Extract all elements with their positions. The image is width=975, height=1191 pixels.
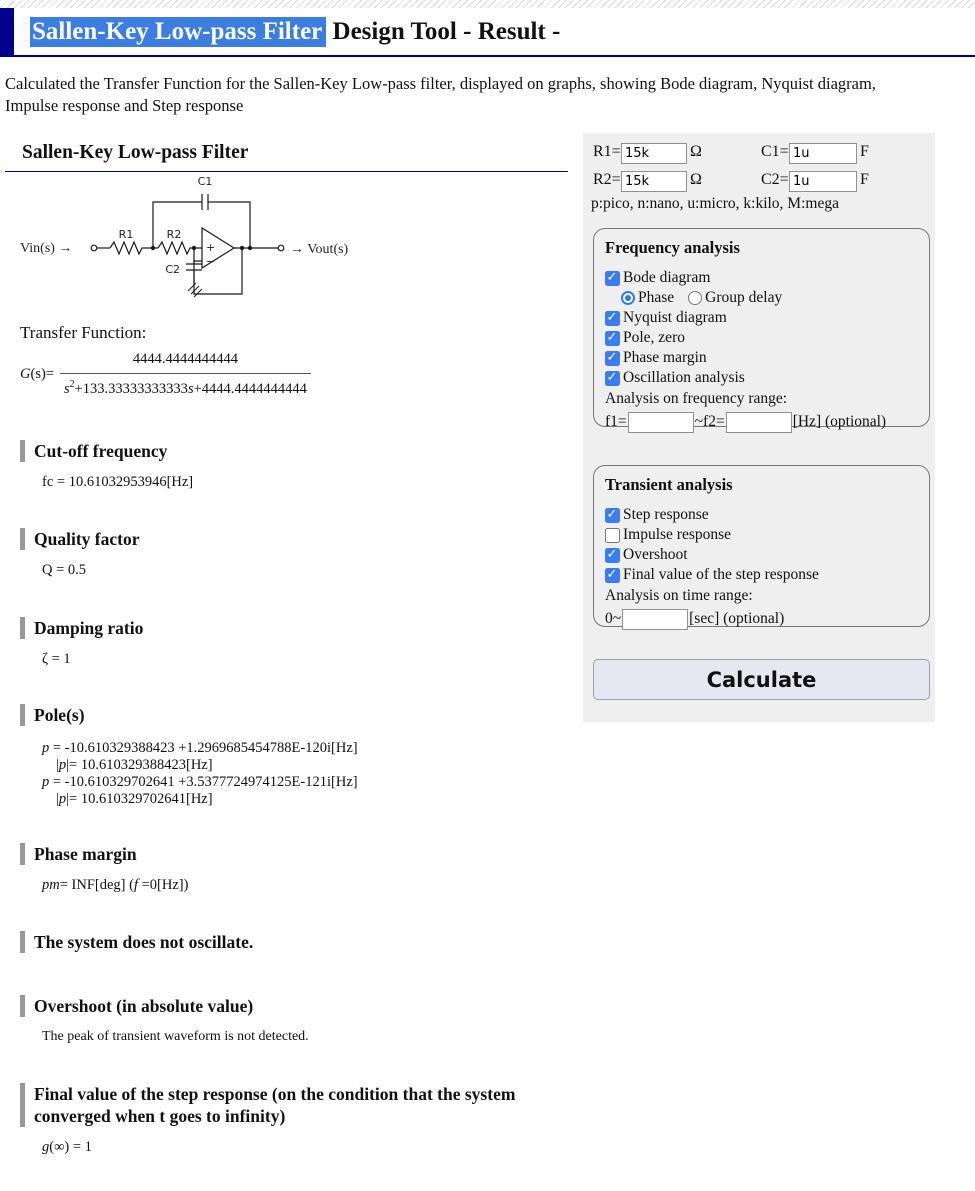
overshoot-value: The peak of transient waveform is not detected. bbox=[42, 1029, 309, 1044]
c1-input-label: C1= bbox=[761, 143, 789, 160]
f1-input[interactable] bbox=[628, 412, 694, 433]
pole-line: p = -10.610329388423 +1.2969685454788E-120i[Hz] bbox=[42, 740, 358, 756]
transfer-function-fraction bbox=[60, 351, 311, 398]
capacitor-c1 bbox=[202, 194, 208, 210]
title-accent-bar bbox=[0, 8, 14, 56]
pole-abs-line: |p|= 10.610329702641[Hz] bbox=[56, 791, 213, 807]
overshoot-checkbox[interactable] bbox=[605, 548, 620, 563]
phase-radio-label: Phase bbox=[638, 289, 675, 306]
phase-margin-title: Phase margin bbox=[20, 843, 568, 865]
oscillation-checkbox[interactable] bbox=[605, 371, 620, 386]
time-range-suffix: [sec] (optional) bbox=[689, 610, 785, 627]
r2-label: R2 bbox=[166, 228, 182, 241]
poles-title: Pole(s) bbox=[20, 704, 568, 726]
c1-input[interactable] bbox=[789, 143, 857, 164]
phase-margin-value: pm= INF[deg] (f =0[Hz]) bbox=[42, 877, 189, 893]
pole-zero-checkbox[interactable] bbox=[605, 331, 620, 346]
final-value-checkbox[interactable] bbox=[605, 568, 620, 583]
group-delay-radio[interactable] bbox=[688, 291, 702, 305]
section-overshoot bbox=[20, 995, 568, 1045]
section-phase-margin bbox=[20, 843, 568, 894]
bode-checkbox[interactable] bbox=[605, 271, 620, 286]
time-range-row bbox=[605, 607, 918, 631]
pole-zero-label: Pole, zero bbox=[623, 329, 685, 346]
checkbox-row-nyquist[interactable] bbox=[605, 308, 918, 328]
c2-input[interactable] bbox=[789, 171, 857, 192]
quality-factor-value: Q = 0.5 bbox=[42, 562, 87, 578]
c2-unit: F bbox=[860, 171, 869, 188]
section-damping-ratio bbox=[20, 617, 568, 668]
phase-margin-checkbox[interactable] bbox=[605, 351, 620, 366]
page-title bbox=[30, 18, 560, 46]
section-poles bbox=[20, 704, 568, 808]
component-row-1 bbox=[583, 143, 935, 165]
f1-label: f1= bbox=[605, 413, 627, 430]
vout-terminal bbox=[278, 245, 284, 251]
page-header bbox=[0, 8, 975, 57]
group-delay-radio-label: Group delay bbox=[705, 289, 783, 306]
r1-input-label: R1= bbox=[593, 143, 621, 160]
f2-label: ~f2= bbox=[694, 413, 725, 430]
pole-line: p = -10.610329702641 +3.5377724974125E-121i[Hz] bbox=[42, 774, 358, 790]
ground-symbol bbox=[188, 283, 202, 297]
checkbox-row-impulse-response[interactable] bbox=[605, 525, 918, 545]
step-response-checkbox[interactable] bbox=[605, 508, 620, 523]
section-quality-factor bbox=[20, 528, 568, 579]
checkbox-row-pole-zero[interactable] bbox=[605, 328, 918, 348]
opamp-minus-sign: − bbox=[206, 255, 216, 268]
oscillation-label: Oscillation analysis bbox=[623, 369, 745, 386]
phase-margin-label: Phase margin bbox=[623, 349, 707, 366]
checkbox-row-oscillation[interactable] bbox=[605, 368, 918, 388]
nyquist-label: Nyquist diagram bbox=[623, 309, 727, 326]
nyquist-checkbox[interactable] bbox=[605, 311, 620, 326]
frequency-range-row bbox=[605, 410, 918, 434]
pole-abs-line: |p|= 10.610329388423[Hz] bbox=[56, 757, 213, 773]
tf-denominator: $s^2+133.33333333333s+4444.4444444444$ bbox=[63, 379, 307, 397]
checkbox-row-final-value[interactable] bbox=[605, 565, 918, 585]
r1-input[interactable] bbox=[621, 143, 687, 164]
poles-values bbox=[20, 740, 568, 808]
calculate-button[interactable]: Calculate bbox=[593, 659, 930, 700]
transfer-function-label: Transfer Function: bbox=[20, 323, 147, 342]
r2-unit: Ω bbox=[690, 171, 702, 188]
final-value-title: Final value of the step response (on the condition that the system converged when t goes to infinity) bbox=[20, 1083, 560, 1127]
impulse-response-checkbox[interactable] bbox=[605, 528, 620, 543]
top-hatch-stripe bbox=[0, 0, 975, 8]
units-note: p:pico, n:nano, u:micro, k:kilo, M:mega bbox=[591, 195, 839, 212]
time-prefix: 0~ bbox=[605, 610, 622, 627]
checkbox-row-bode[interactable] bbox=[605, 268, 918, 288]
cutoff-frequency-title: Cut-off frequency bbox=[20, 440, 568, 462]
frequency-analysis-fieldset bbox=[593, 228, 930, 430]
quality-factor-title: Quality factor bbox=[20, 528, 568, 550]
bode-mode-radios bbox=[621, 288, 918, 308]
final-value-label: Final value of the step response bbox=[623, 566, 819, 583]
damping-ratio-title: Damping ratio bbox=[20, 617, 568, 639]
c1-label: C1 bbox=[197, 175, 213, 188]
section-cutoff-frequency bbox=[20, 440, 568, 491]
time-range-label: Analysis on time range: bbox=[605, 587, 753, 604]
transient-analysis-fieldset bbox=[593, 465, 930, 627]
checkbox-row-overshoot[interactable] bbox=[605, 545, 918, 565]
overshoot-label: Overshoot bbox=[623, 546, 688, 563]
r1-label: R1 bbox=[118, 228, 134, 241]
r2-input[interactable] bbox=[621, 171, 687, 192]
r1-unit: Ω bbox=[690, 143, 702, 160]
r2-input-label: R2= bbox=[593, 171, 621, 188]
section-oscillation bbox=[20, 931, 568, 953]
time-input[interactable] bbox=[622, 609, 688, 630]
oscillation-statement: The system does not oscillate. bbox=[20, 931, 568, 953]
f2-input[interactable] bbox=[726, 412, 792, 433]
control-panel bbox=[583, 133, 935, 722]
step-response-label: Step response bbox=[623, 506, 709, 523]
resistor-r1 bbox=[110, 242, 153, 254]
frequency-analysis-title: Frequency analysis bbox=[605, 238, 740, 257]
bode-label: Bode diagram bbox=[623, 269, 711, 286]
transient-analysis-title: Transient analysis bbox=[605, 475, 733, 494]
component-row-2 bbox=[583, 171, 935, 193]
page-title-highlight: Sallen-Key Low-pass Filter bbox=[30, 17, 326, 47]
final-value-result: g(∞) = 1 bbox=[42, 1139, 92, 1155]
vin-terminal bbox=[91, 245, 97, 251]
tf-numerator: 4444.4444444444 bbox=[60, 351, 311, 374]
transfer-function-block bbox=[20, 323, 311, 398]
c2-input-label: C2= bbox=[761, 171, 789, 188]
phase-radio[interactable] bbox=[621, 291, 635, 305]
cutoff-frequency-value: fc = 10.61032953946[Hz] bbox=[42, 474, 194, 490]
page-description: Calculated the Transfer Function for the Sallen-Key Low-pass filter, displayed on graphs, showing Bode diagram, Nyquist diagram, Impulse response and Step response bbox=[5, 74, 876, 115]
frequency-range-suffix: [Hz] (optional) bbox=[792, 413, 887, 430]
impulse-response-label: Impulse response bbox=[623, 526, 732, 543]
overshoot-title: Overshoot (in absolute value) bbox=[20, 995, 568, 1017]
checkbox-row-step-response[interactable] bbox=[605, 505, 918, 525]
transfer-function-lhs: G(s)= bbox=[20, 365, 54, 382]
frequency-range-label: Analysis on frequency range: bbox=[605, 390, 788, 407]
vout-label: → Vout(s) bbox=[290, 242, 349, 257]
c2-label: C2 bbox=[165, 263, 180, 276]
page-title-rest: Design Tool - Result - bbox=[326, 18, 561, 45]
circuit-diagram bbox=[18, 168, 388, 308]
opamp-plus-sign: + bbox=[206, 241, 216, 254]
checkbox-row-phase-margin[interactable] bbox=[605, 348, 918, 368]
damping-ratio-value: ζ = 1 bbox=[42, 651, 71, 667]
section-final-value bbox=[20, 1083, 565, 1156]
filter-heading: Sallen-Key Low-pass Filter bbox=[5, 142, 568, 172]
c1-unit: F bbox=[860, 143, 869, 160]
vin-label: Vin(s) → bbox=[20, 241, 73, 256]
